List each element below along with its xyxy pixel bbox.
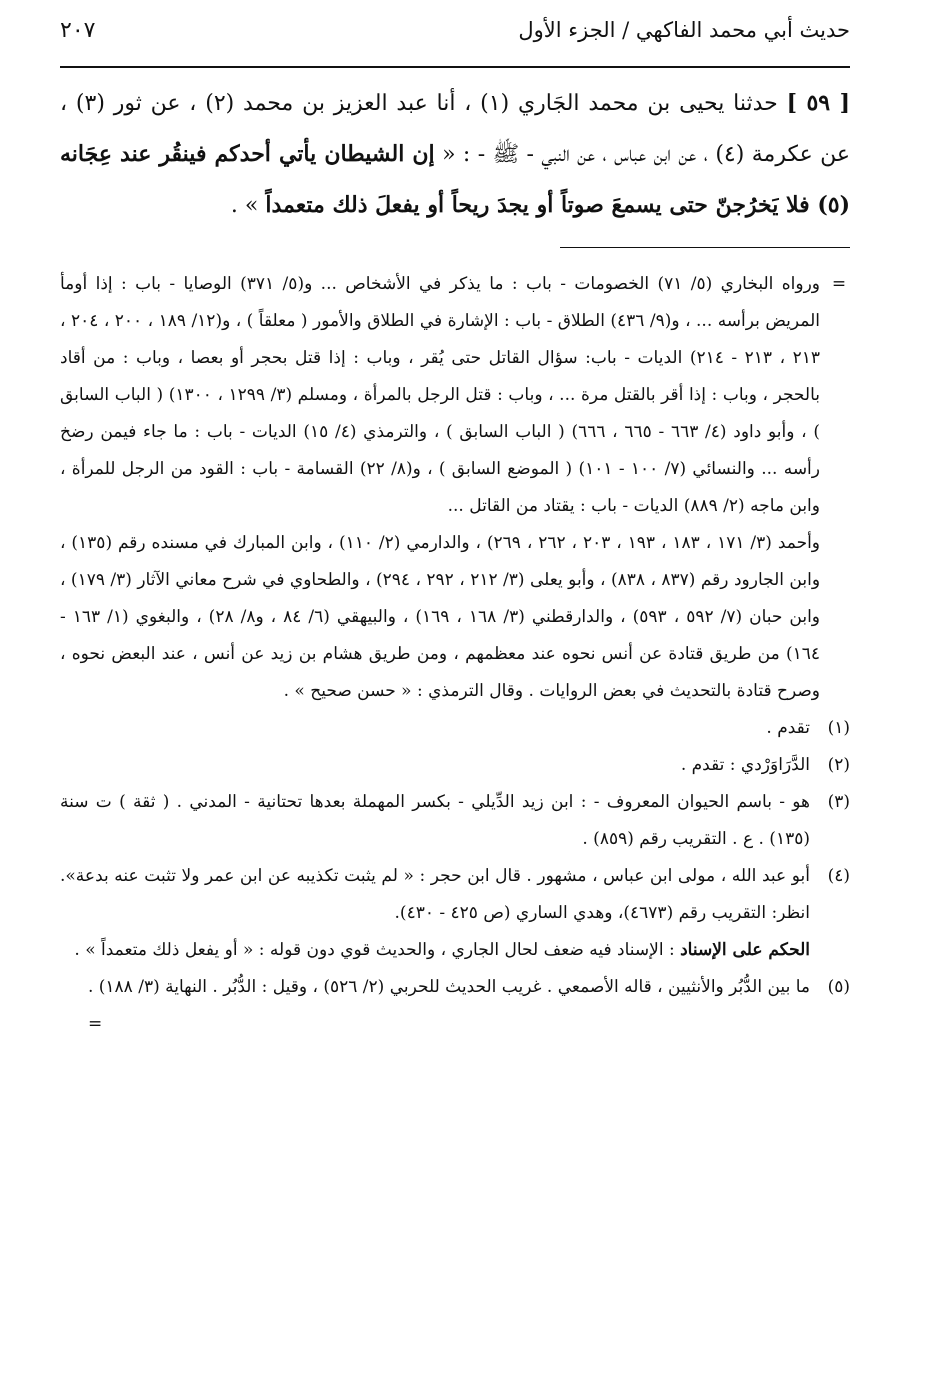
end-mark-line [60,1006,850,1034]
hadith-close: » . [230,193,259,218]
continuation-mark: = [831,274,847,294]
hadith-chain: حدثنا يحيى بن محمد الجَاري (١) ، أنا عبد العزيز بن محمد (٢) ، عن ثور (٣) ، عن عكرمة (٤) ، عن ابن عباس ، عن النبي - ﷺ - : « [60,91,851,167]
hukm-text: : الإسناد فيه ضعف لحال الجاري ، والحديث قوي دون قوله : « أو يفعل ذلك متعمداً » . [74,940,675,960]
footnote-1 [60,710,850,747]
header-title: حديث أبي محمد الفاكهي / الجزء الأول [518,18,850,42]
footnote-number: (٤) [827,866,850,886]
footnote-text: هو - باسم الحيوان المعروف - : ابن زيد الدِّيلي - بكسر المهملة بعدها تحتانية - المدني . ( ثقة ) ت سنة (١٣٥) . ع . التقريب رقم (٨٥٩) . [60,792,810,849]
footnote-number: (٢) [827,755,850,775]
footnote-3 [60,784,850,858]
footnotes-section [60,266,850,1034]
takhrij-continuation [60,266,850,710]
hadith-text [60,78,850,231]
hukm-label: الحكم على الإسناد [680,940,810,960]
footnote-number: (١) [827,718,850,738]
footnote-number: (٥) [827,977,850,997]
footnote-text: أبو عبد الله ، مولى ابن عباس ، مشهور . قال ابن حجر : « لم يثبت تكذيبه عن ابن عمر ولا تثبت عنه بدعة». انظر: التقريب رقم (٤٦٧٣)، وهدي الساري (ص ٤٢٥ - ٤٣٠). [60,866,810,923]
footnote-4 [60,858,850,969]
running-header [60,18,850,62]
footnote-separator [560,247,850,248]
footnote-number: (٣) [827,792,850,812]
takhrij-paragraph-1: ورواه البخاري (٥/ ٧١) الخصومات - باب : ما يذكر في الأشخاص ... و(٥/ ٣٧١) الوصايا - باب : إذا أومأ المريض برأسه ... ، و(٩/ ٤٣٦) الطلاق - باب : الإشارة في الطلاق والأمور ( معلقاً ) ، و(١٢/ ١٨٩ ، ٢٠٠ ، ٢٠٤ ، ٢١٣ ، ٢١٣ - ٢١٤) الديات - باب: سؤال القاتل حتى يُقر ، وباب : إذا قتل بحجر أو بعصا ، وباب : من أقاد بالحجر ، وباب : إذا أقر بالقتل مرة ... ، وباب : قتل الرجل بالمرأة ، ومسلم (٣/ ١٢٩٩ ، ١٣٠٠) ( الباب السابق ) ، وأبو داود (٤/ ٦٦٣ - ٦٦٥ ، ٦٦٦) ( الباب السابق ) ، والترمذي (٤/ ١٥) الديات - باب : ما جاء فيمن رضخ رأسه ... والنسائي (٧/ ١٠٠ - ١٠١) ( الموضع السابق ) ، و(٨/ ٢٢) القسامة - باب : القود من الرجل للمرأة ، وابن ماجه (٢/ ٨٨٩) الديات - باب : يقتاد من القاتل ... [60,274,821,516]
footnote-text: تقدم . [766,718,810,738]
footnote-2 [60,747,850,784]
hadith-matn: إن الشيطان يأتي أحدكم فينقُر عند عِجَانه (٥) فلا يَخرُجنّ حتى يسمعَ صوتاً أو يجدَ ريحاً أو يفعلَ ذلك متعمداً [60,141,850,218]
end-mark: = [88,1014,103,1034]
hadith-number: [ ٥٩ ] [786,90,851,116]
header-rule [60,66,850,68]
footnote-text: ما بين الدُّبُر والأنثيين ، قاله الأصمعي . غريب الحديث للحربي (٢/ ٥٢٦) ، وقيل : الدُّبُر . النهاية (٣/ ١٨٨) . [87,977,810,997]
page-number: ٢٠٧ [60,18,96,43]
takhrij-paragraph-2: وأحمد (٣/ ١٧١ ، ١٨٣ ، ١٩٣ ، ٢٠٣ ، ٢٦٢ ، ٢٦٩) ، والدارمي (٢/ ١١٠) ، وابن المبارك في مسنده رقم (١٣٥) ، وابن الجارود رقم (٨٣٧ ، ٨٣٨) ، وأبو يعلى (٣/ ٢١٢ ، ٢٩٢ ، ٢٩٤) ، والطحاوي في شرح معاني الآثار (٣/ ١٧٩) ، وابن حبان (٧/ ٥٩٢ ، ٥٩٣) ، والدارقطني (٣/ ١٦٨ ، ١٦٩) ، والبيهقي (٦/ ٨٤ ، و٨/ ٢٨) ، والبغوي (١/ ١٦٣ - ١٦٤) من طريق قتادة عن أنس نحوه عند معظمهم ، ومن طريق هشام بن زيد عن أنس ، عند البعض نحوه ، وصرح قتادة بالتحديث في بعض الروايات . وقال الترمذي : « حسن صحيح » . [60,533,821,701]
footnote-5 [60,969,850,1006]
footnote-text: الدَّرَاوَرْدي : تقدم . [680,755,810,775]
page [60,18,851,1034]
